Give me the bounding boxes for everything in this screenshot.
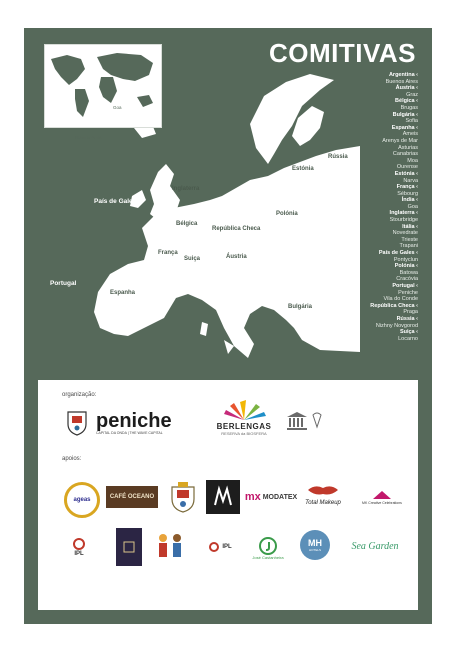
comitiva-city: Praga xyxy=(403,309,418,316)
arrow-icon: ‹ xyxy=(414,263,418,270)
comitiva-city: Sébourg xyxy=(397,190,418,197)
comitiva-country: Rússia ‹ xyxy=(396,315,418,322)
map-label-russia: Rússia xyxy=(328,154,348,160)
world-label-buenos-aires: Buenos Aires xyxy=(75,135,102,140)
ipl-logo-2 xyxy=(200,536,240,558)
comitiva-city: Buenos Aires xyxy=(385,78,418,85)
berlengas-wordmark: BERLENGAS xyxy=(216,422,272,431)
mk-icon xyxy=(371,489,393,501)
comitiva-city: Novedrate xyxy=(392,230,418,237)
arrow-icon: ‹ xyxy=(414,124,418,131)
municipal-crest-logo xyxy=(168,480,198,514)
comitiva-city: Trapani xyxy=(399,243,418,250)
map-label-espanha: Espanha xyxy=(110,290,136,296)
comitiva-city: Asturias xyxy=(398,144,418,151)
ageas-logo xyxy=(64,482,100,518)
children-logo xyxy=(152,528,188,566)
berlengas-subtitle: RESERVA da BIOSFERA xyxy=(221,431,267,436)
map-label-estonia: Estónia xyxy=(292,166,314,172)
comitiva-city: Nizhny Novgorod xyxy=(375,322,418,329)
map-label-franca: França xyxy=(158,250,178,256)
comitiva-city: Moa xyxy=(407,157,418,164)
comitiva-country: Índia ‹ xyxy=(401,197,418,204)
ipl-wordmark-1: IPL xyxy=(74,551,84,557)
mk-logo xyxy=(356,484,408,510)
comitiva-country: Argentina ‹ xyxy=(388,72,418,78)
peniche-logo xyxy=(96,408,196,438)
sea-garden-logo xyxy=(342,534,408,558)
comitiva-city: Narva xyxy=(403,177,418,184)
map-label-bulgaria: Bulgária xyxy=(288,304,313,310)
map-label-austria: Áustria xyxy=(226,254,247,260)
arrow-icon: ‹ xyxy=(414,210,418,217)
organizacao-label: organização: xyxy=(62,392,97,398)
comitiva-city: Cracóvia xyxy=(396,276,418,283)
comitiva-city: Sofia xyxy=(405,118,418,125)
arrow-icon: ‹ xyxy=(414,85,418,92)
map-label-republica-checa: República Checa xyxy=(212,226,261,232)
map-label-inglaterra: Inglaterra xyxy=(172,186,200,192)
arrow-icon: ‹ xyxy=(414,98,418,105)
unesco-logo xyxy=(282,406,328,436)
comitiva-city: Graz xyxy=(406,91,418,98)
arrow-icon: ‹ xyxy=(414,184,418,191)
comitiva-country: Portugal ‹ xyxy=(392,283,418,289)
world-label-goa: Goa xyxy=(113,105,122,110)
arrow-icon: ‹ xyxy=(414,250,418,257)
total-makeup-logo xyxy=(300,484,346,508)
berlengas-logo xyxy=(216,394,272,440)
arrow-icon: ‹ xyxy=(414,223,418,230)
total-makeup-wordmark: Total Makeup xyxy=(305,500,341,506)
mh-wordmark: MH xyxy=(308,538,322,548)
comitiva-country: Espanha ‹ xyxy=(391,124,418,131)
comitiva-city: Locarno xyxy=(398,335,418,342)
peniche-crest-logo xyxy=(64,408,90,438)
comitiva-country: República Checa ‹ xyxy=(370,302,418,309)
world-map-graphic xyxy=(45,45,161,127)
arrow-icon: ‹ xyxy=(414,283,418,289)
arrow-icon: ‹ xyxy=(414,315,418,322)
comitiva-city: Goa xyxy=(407,203,418,210)
modatex-wordmark: MODATEX xyxy=(262,493,298,501)
peniche-wordmark: peniche xyxy=(96,410,172,432)
comitiva-country: Inglaterra ‹ xyxy=(389,210,418,217)
mh-hotels-logo xyxy=(300,530,330,560)
sponsor-panel xyxy=(38,380,418,610)
ageas-wordmark: ageas xyxy=(73,497,91,503)
comitiva-country: Itália ‹ xyxy=(402,223,418,230)
comitiva-country: Áustria ‹ xyxy=(395,85,418,92)
map-label-italia: Itália xyxy=(198,290,213,297)
apoios-label: apoios: xyxy=(62,456,82,462)
comitiva-country: Bulgária ‹ xyxy=(392,111,418,118)
comitiva-city: Vila do Conde xyxy=(383,296,418,303)
comitiva-city: Stourbridge xyxy=(389,217,418,224)
modatex-logo xyxy=(244,486,298,508)
comitiva-city: Batowa xyxy=(399,269,418,276)
poster xyxy=(24,28,432,624)
arrow-icon: ‹ xyxy=(414,302,418,309)
berlengas-sun-icon xyxy=(220,398,268,422)
mx-wordmark: mx xyxy=(244,491,261,503)
arrow-icon: ‹ xyxy=(414,197,418,204)
comitiva-country: País de Gales ‹ xyxy=(378,250,418,257)
comitivas-list xyxy=(328,72,418,342)
map-label-polonia: Polónia xyxy=(276,211,298,217)
comitiva-country: Bélgica ‹ xyxy=(395,98,418,105)
map-label-suica: Suiça xyxy=(184,256,201,262)
ipl-logo-1 xyxy=(64,532,94,562)
comitiva-country: França ‹ xyxy=(396,184,418,191)
ipl-wordmark-2: IPL xyxy=(222,544,232,550)
arrow-icon: ‹ xyxy=(414,170,418,177)
comitiva-country: Suiça ‹ xyxy=(399,329,418,336)
comitiva-city: Pontyclun xyxy=(393,256,418,263)
arrow-icon: ‹ xyxy=(414,111,418,118)
map-label-pais-de-gales: País de Gales xyxy=(94,198,137,205)
map-label-portugal: Portugal xyxy=(50,280,77,287)
arrow-icon: ‹ xyxy=(414,329,418,336)
peniche-subtitle: CAPITAL DA ONDA | THE WAVE CAPITAL xyxy=(96,431,163,435)
arrow-icon: ‹ xyxy=(414,72,418,78)
comitiva-city: Ameis xyxy=(402,131,418,138)
cafe-oceano-logo xyxy=(106,486,158,508)
mk-wordmark: MK Creative Celebrations xyxy=(362,501,402,505)
comitiva-country: Estónia ‹ xyxy=(394,170,418,177)
map-label-belgica: Bélgica xyxy=(176,221,198,227)
lips-icon xyxy=(306,484,340,496)
comitiva-city: Ourense xyxy=(396,164,418,171)
comitiva-city: Brugas xyxy=(400,104,418,111)
poster-title: COMITIVAS xyxy=(268,38,416,68)
jose-castanheira-wordmark: José Castanheira xyxy=(252,554,284,560)
institutional-logo xyxy=(116,528,142,566)
comitiva-city: Trieste xyxy=(401,236,418,243)
comitiva-city: Arenys de Mar xyxy=(382,137,418,144)
comitiva-city: Canabrias xyxy=(392,151,418,158)
band-logo xyxy=(206,480,240,514)
cafe-oceano-wordmark: CAFÉ OCEANO xyxy=(109,494,155,500)
sea-garden-wordmark: Sea Garden xyxy=(351,540,399,552)
jose-castanheira-logo xyxy=(248,530,288,566)
comitiva-city: Peniche xyxy=(398,289,418,296)
comitiva-country: Polónia ‹ xyxy=(394,263,418,270)
world-map-inset xyxy=(44,44,162,140)
mh-subtitle: HOTELS xyxy=(308,548,321,552)
